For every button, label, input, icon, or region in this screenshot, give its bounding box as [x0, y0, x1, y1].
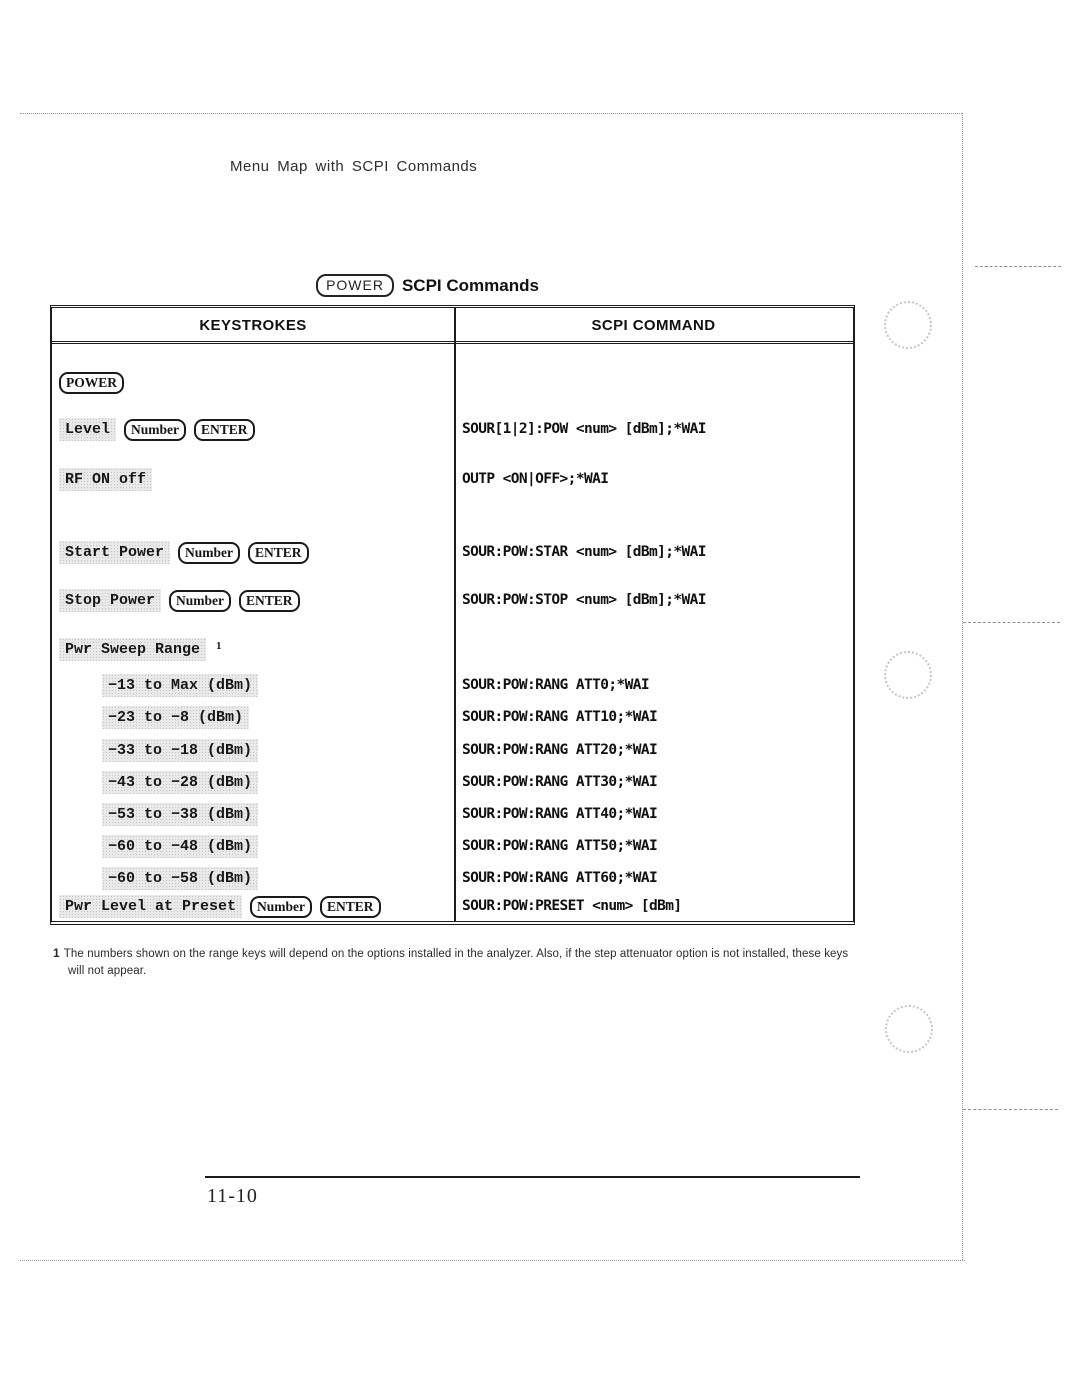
scpi-command: SOUR:POW:RANG ATT50;*WAI	[462, 838, 658, 854]
table-row	[52, 835, 853, 861]
scpi-command: OUTP <ON|OFF>;*WAI	[462, 471, 609, 487]
table-row	[52, 771, 853, 797]
scan-edge-top	[20, 113, 962, 114]
page-number: 11-10	[207, 1185, 258, 1207]
keystrokes-cell	[59, 895, 381, 918]
scpi-command: SOUR:POW:RANG ATT10;*WAI	[462, 709, 658, 725]
table-row	[52, 418, 853, 444]
keystrokes-cell	[59, 589, 300, 612]
hardkey-number: Number	[169, 590, 231, 612]
softkey-23-to-8-dbm: −23 to −8 (dBm)	[102, 706, 249, 729]
softkey-43-to-28-dbm: −43 to −28 (dBm)	[102, 771, 258, 794]
table-row	[52, 372, 853, 398]
keystrokes-cell	[102, 867, 258, 890]
scpi-command: SOUR:POW:RANG ATT20;*WAI	[462, 742, 658, 758]
scpi-command: SOUR[1|2]:POW <num> [dBm];*WAI	[462, 421, 706, 437]
softkey-60-to-58-dbm: −60 to −58 (dBm)	[102, 867, 258, 890]
softkey-pwr-sweep-range: Pwr Sweep Range	[59, 638, 206, 661]
footnote-marker: 1	[53, 946, 60, 960]
hardkey-number: Number	[178, 542, 240, 564]
scpi-command: SOUR:POW:STAR <num> [dBm];*WAI	[462, 544, 706, 560]
table-row	[52, 803, 853, 829]
table-row	[52, 541, 853, 567]
keystrokes-cell	[102, 803, 258, 826]
softkey-13-to-max-dbm: −13 to Max (dBm)	[102, 674, 258, 697]
hardkey-enter: ENTER	[239, 590, 300, 612]
margin-dash-mark	[975, 266, 1061, 267]
table-header-row	[52, 308, 853, 344]
softkey-stop-power: Stop Power	[59, 589, 161, 612]
power-keycap: POWER	[316, 274, 394, 297]
running-header: Menu Map with SCPI Commands	[230, 158, 478, 175]
hardkey-enter: ENTER	[248, 542, 309, 564]
footer-rule	[205, 1176, 860, 1178]
softkey-rf-on-off: RF ON off	[59, 468, 152, 491]
hardkey-enter: ENTER	[194, 419, 255, 441]
softkey-33-to-18-dbm: −33 to −18 (dBm)	[102, 739, 258, 762]
hardkey-number: Number	[124, 419, 186, 441]
binder-hole	[884, 301, 932, 349]
margin-dash-mark	[963, 1109, 1058, 1110]
softkey-start-power: Start Power	[59, 541, 170, 564]
table-row	[52, 468, 853, 494]
keystrokes-cell	[102, 706, 249, 729]
scan-edge-bottom	[20, 1260, 965, 1261]
keystrokes-cell	[59, 468, 152, 491]
softkey-pwr-level-at-preset: Pwr Level at Preset	[59, 895, 242, 918]
scpi-command: SOUR:POW:RANG ATT30;*WAI	[462, 774, 658, 790]
table-row	[52, 867, 853, 893]
softkey-60-to-48-dbm: −60 to −48 (dBm)	[102, 835, 258, 858]
hardkey-number: Number	[250, 896, 312, 918]
keystrokes-cell	[102, 835, 258, 858]
section-title	[0, 274, 855, 297]
column-header-keystrokes: KEYSTROKES	[199, 317, 307, 334]
footnote-ref: 1	[216, 639, 222, 652]
hardkey-enter: ENTER	[320, 896, 381, 918]
softkey-53-to-38-dbm: −53 to −38 (dBm)	[102, 803, 258, 826]
table-row	[52, 589, 853, 615]
table-row	[52, 739, 853, 765]
table-rows	[52, 344, 853, 921]
scpi-command: SOUR:POW:STOP <num> [dBm];*WAI	[462, 592, 706, 608]
keystrokes-cell	[102, 674, 258, 697]
scan-edge-right	[962, 113, 963, 1260]
table-row	[52, 674, 853, 700]
keystrokes-cell	[59, 638, 222, 661]
keystrokes-cell	[59, 418, 255, 441]
keystrokes-cell	[59, 372, 124, 394]
footnote-text: The numbers shown on the range keys will depend on the options installed in the analyzer. Also, if the step attenuator option is not installed, these keys will not appear.	[63, 948, 849, 977]
column-header-scpi-command: SCPI COMMAND	[591, 317, 716, 334]
binder-hole	[884, 651, 932, 699]
section-title-text: SCPI Commands	[401, 275, 539, 295]
keystrokes-cell	[102, 739, 258, 762]
table-row	[52, 638, 853, 664]
softkey-level: Level	[59, 418, 116, 441]
scpi-command: SOUR:POW:RANG ATT60;*WAI	[462, 870, 658, 886]
table-row	[52, 706, 853, 732]
margin-dash-mark	[963, 622, 1060, 623]
scpi-command: SOUR:POW:RANG ATT40;*WAI	[462, 806, 658, 822]
keystrokes-cell	[59, 541, 309, 564]
scpi-command: SOUR:POW:PRESET <num> [dBm]	[462, 898, 682, 914]
hardkey-power: POWER	[59, 372, 124, 394]
keystrokes-cell	[102, 771, 258, 794]
footnote	[53, 945, 863, 980]
binder-hole	[885, 1005, 933, 1053]
table-row	[52, 895, 853, 921]
scpi-command: SOUR:POW:RANG ATT0;*WAI	[462, 677, 649, 693]
scpi-commands-table	[50, 305, 855, 925]
